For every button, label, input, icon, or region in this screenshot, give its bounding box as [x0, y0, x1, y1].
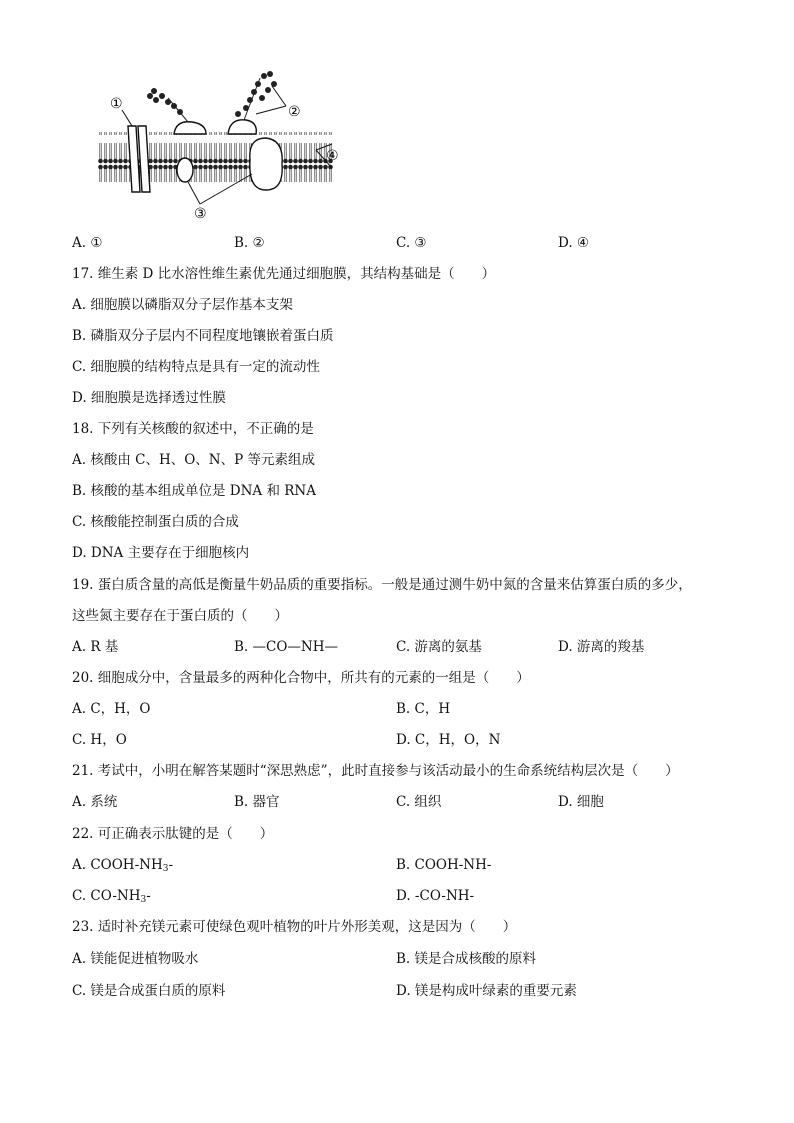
q18-option-d[interactable]: D. DNA 主要存在于细胞核内: [72, 545, 250, 561]
q22-option-a-subscript: 3: [162, 864, 169, 874]
q16-option-b[interactable]: B. ②: [234, 235, 265, 251]
q21-option-c[interactable]: C. 组织: [396, 794, 442, 810]
q23-stem: 23. 适时补充镁元素可使绿色观叶植物的叶片外形美观，这是因为（ ）: [72, 919, 517, 935]
q23-option-c[interactable]: C. 镁是合成蛋白质的原料: [72, 983, 226, 999]
q18-option-a[interactable]: A. 核酸由 C、H、O、N、P 等元素组成: [72, 452, 315, 468]
q18-option-b[interactable]: B. 核酸的基本组成单位是 DNA 和 RNA: [72, 483, 316, 499]
q19-stem-line2: 这些氮主要存在于蛋白质的（ ）: [72, 608, 288, 624]
q22-option-b[interactable]: B. COOH-NH-: [396, 857, 492, 873]
embedded-protein-large: [250, 138, 282, 190]
q19-option-a[interactable]: A. R 基: [72, 639, 119, 655]
q22-option-c-subscript: 3: [140, 895, 147, 905]
sugar-chain-1: [147, 88, 188, 122]
q21-option-d[interactable]: D. 细胞: [558, 794, 604, 810]
q23-option-d[interactable]: D. 镁是构成叶绿素的重要元素: [396, 983, 577, 999]
q19-option-d[interactable]: D. 游离的羧基: [558, 639, 645, 655]
q16-option-a[interactable]: A. ①: [72, 235, 103, 251]
q22-stem: 22. 可正确表示肽键的是（ ）: [72, 826, 274, 842]
q21-option-a[interactable]: A. 系统: [72, 794, 118, 810]
sugar-chain-2: [235, 71, 277, 120]
cell-membrane-diagram: [88, 64, 358, 224]
q22-option-a-text: A. COOH-NH: [72, 857, 163, 873]
q22-option-a[interactable]: [72, 856, 173, 878]
q20-option-a[interactable]: A. C，H，O: [72, 701, 151, 717]
q23-option-a[interactable]: A. 镁能促进植物吸水: [72, 951, 199, 967]
q20-option-c[interactable]: C. H，O: [72, 732, 127, 748]
q21-option-b[interactable]: B. 器官: [234, 794, 280, 810]
q20-stem: 20. 细胞成分中，含量最多的两种化合物中，所共有的元素的一组是（ ）: [72, 670, 530, 686]
q19-option-c[interactable]: C. 游离的氨基: [396, 639, 482, 655]
peripheral-protein: [174, 122, 206, 134]
q22-option-c-text: C. CO-NH: [72, 888, 141, 904]
q18-stem: 18. 下列有关核酸的叙述中，不正确的是: [72, 421, 314, 437]
q20-option-b[interactable]: B. C，H: [396, 701, 451, 717]
q17-option-d[interactable]: D. 细胞膜是选择透过性膜: [72, 390, 226, 406]
q17-option-c[interactable]: C. 细胞膜的结构特点是具有一定的流动性: [72, 359, 320, 375]
q17-stem: 17. 维生素 D 比水溶性维生素优先通过细胞膜，其结构基础是（ ）: [72, 266, 496, 282]
q21-stem: 21. 考试中，小明在解答某题时“深思熟虑”，此时直接参与该活动最小的生命系统结构层次是（ ）: [72, 763, 679, 779]
q16-option-d[interactable]: D. ④: [558, 235, 590, 251]
q17-option-a[interactable]: A. 细胞膜以磷脂双分子层作基本支架: [72, 297, 293, 313]
q22-option-a-suffix: -: [168, 857, 174, 873]
q18-option-c[interactable]: C. 核酸能控制蛋白质的合成: [72, 514, 239, 530]
q22-option-c[interactable]: [72, 887, 151, 909]
label-4: ④: [326, 148, 339, 164]
q22-option-c-suffix: -: [146, 888, 151, 904]
q23-option-b[interactable]: B. 镁是合成核酸的原料: [396, 951, 537, 967]
label-1: ①: [110, 96, 123, 112]
q22-option-d[interactable]: D. -CO-NH-: [396, 888, 475, 904]
embedded-protein-small: [177, 158, 193, 182]
q19-stem-line1: 19. 蛋白质含量的高低是衡量牛奶品质的重要指标。一般是通过测牛奶中氮的含量来估算蛋白质的多少，: [72, 577, 692, 593]
q16-option-c[interactable]: C. ③: [396, 235, 427, 251]
label-3: ③: [194, 206, 207, 222]
glycoprotein-base: [228, 120, 256, 134]
q20-option-d[interactable]: D. C，H，O，N: [396, 732, 501, 748]
q19-option-b[interactable]: B. —CO—NH—: [234, 639, 338, 655]
label-2: ②: [288, 104, 301, 120]
q17-option-b[interactable]: B. 磷脂双分子层内不同程度地镶嵌着蛋白质: [72, 328, 334, 344]
